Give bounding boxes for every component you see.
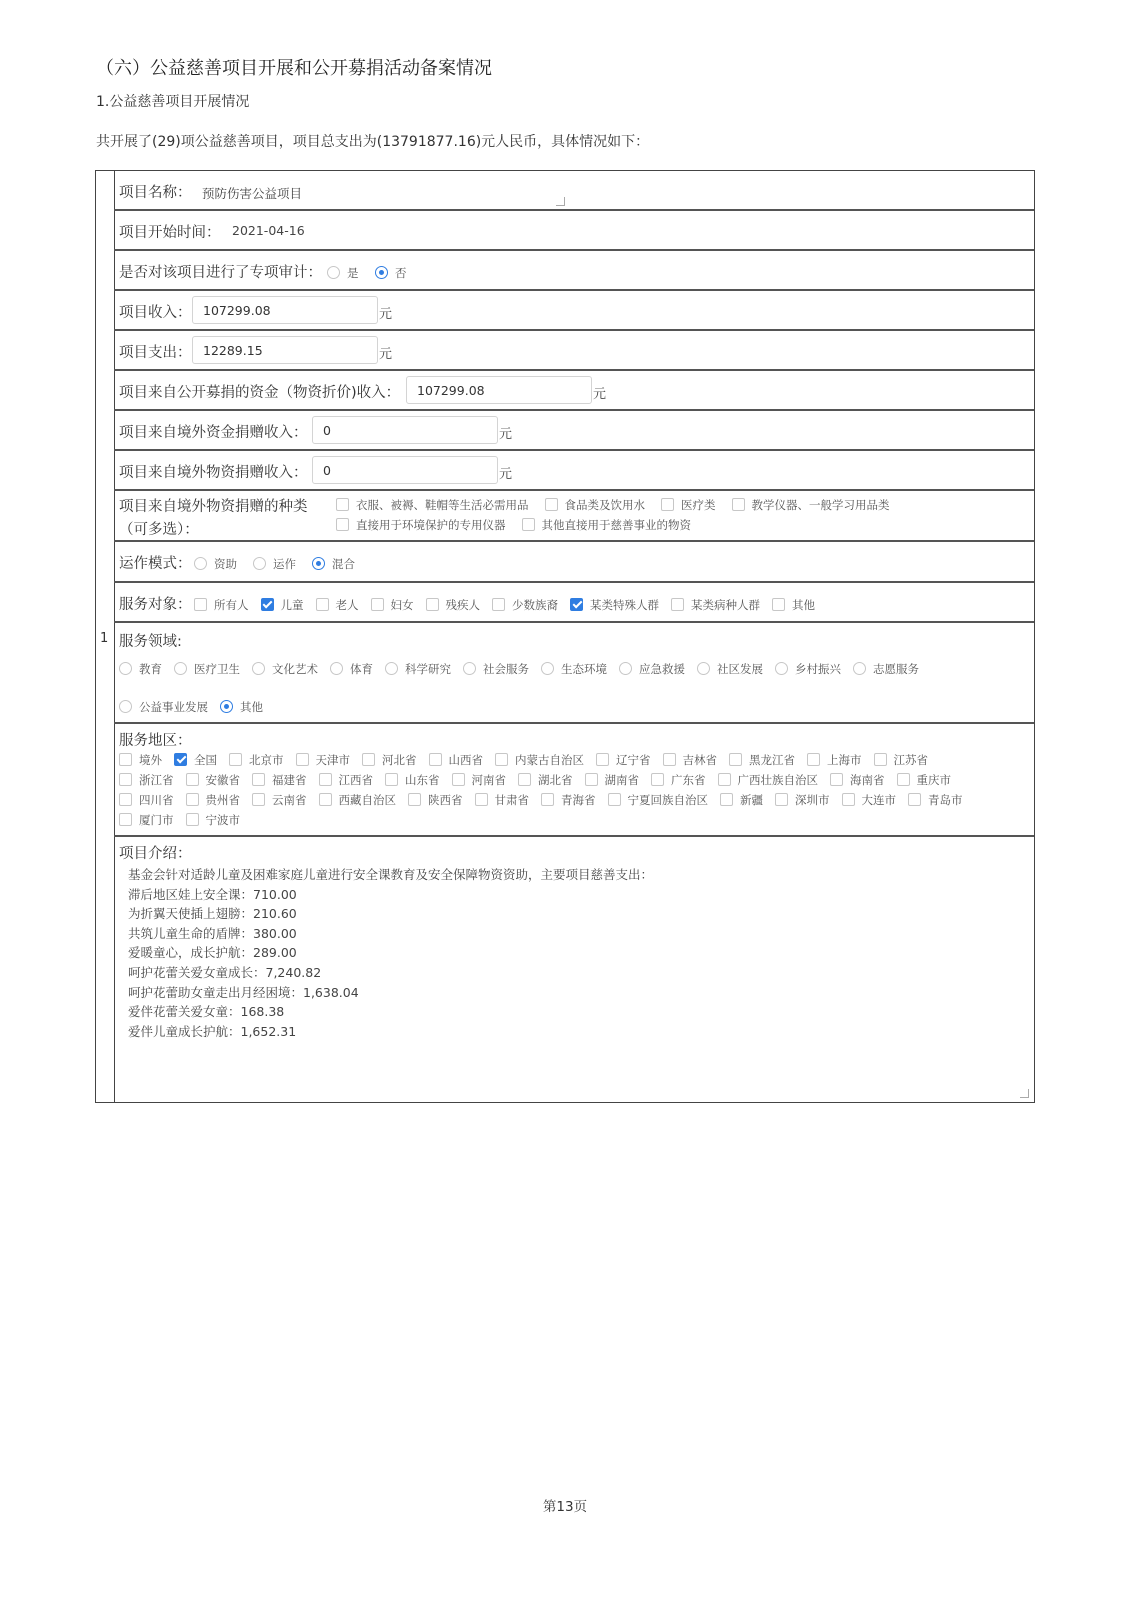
section-title: （六）公益慈善项目开展和公开募捐活动备案情况 — [96, 58, 492, 79]
checkbox-icon — [596, 753, 609, 766]
foreign-goods-label: 项目来自境外物资捐赠收入： — [119, 465, 308, 481]
foreign-fund-label: 项目来自境外资金捐赠收入： — [119, 425, 308, 441]
area-option[interactable]: 北京市 — [229, 752, 284, 768]
subsection-title: 1.公益慈善项目开展情况 — [96, 94, 250, 110]
field-option-volunteer[interactable]: 志愿服务 — [853, 661, 919, 677]
goods-option-daily[interactable]: 衣服、被褥、鞋帽等生活必需用品 — [336, 497, 529, 513]
radio-icon — [174, 662, 187, 675]
audit-label: 是否对该项目进行了专项审计： — [119, 265, 322, 281]
checkbox-icon — [186, 813, 199, 826]
target-option-special[interactable]: 某类特殊人群 — [570, 597, 659, 613]
public-fund-unit: 元 — [593, 387, 607, 402]
resize-handle-icon[interactable] — [556, 197, 565, 206]
area-option[interactable]: 湖北省 — [518, 772, 573, 788]
area-option[interactable]: 重庆市 — [897, 772, 952, 788]
checkbox-icon — [775, 793, 788, 806]
intro-line: 滞后地区娃上安全课：710.00 — [128, 886, 297, 902]
radio-icon — [119, 662, 132, 675]
area-option[interactable]: 天津市 — [296, 752, 351, 768]
area-option[interactable]: 山西省 — [429, 752, 484, 768]
income-unit: 元 — [379, 307, 393, 322]
checkbox-icon — [319, 773, 332, 786]
income-input[interactable]: 107299.08 — [192, 296, 378, 324]
field-option-community[interactable]: 社区发展 — [697, 661, 763, 677]
checkbox-icon — [186, 773, 199, 786]
row-income — [114, 291, 1034, 331]
operation-options — [194, 556, 367, 572]
field-option-emergency[interactable]: 应急救援 — [619, 661, 685, 677]
area-option[interactable]: 湖南省 — [585, 772, 640, 788]
area-option[interactable]: 大连市 — [842, 792, 897, 808]
expense-label: 项目支出： — [119, 345, 192, 361]
target-option-children[interactable]: 儿童 — [261, 597, 304, 613]
checkbox-icon — [718, 773, 731, 786]
row-goods-types — [114, 491, 1034, 542]
row-service-area — [114, 724, 1034, 837]
service-area-line4 — [119, 812, 252, 828]
checkbox-icon — [671, 598, 684, 611]
resize-handle-icon[interactable] — [1020, 1089, 1029, 1098]
service-field-line1 — [119, 661, 931, 677]
service-area-line2 — [119, 772, 963, 788]
checkbox-icon — [541, 793, 554, 806]
radio-icon — [330, 662, 343, 675]
foreign-fund-input[interactable]: 0 — [312, 416, 498, 444]
radio-selected-icon — [375, 266, 388, 279]
radio-icon — [194, 557, 207, 570]
foreign-goods-input[interactable]: 0 — [312, 456, 498, 484]
goods-types-line2 — [336, 517, 703, 533]
checkbox-icon — [807, 753, 820, 766]
target-option-other[interactable]: 其他 — [772, 597, 815, 613]
service-area-line3 — [119, 792, 975, 808]
checkbox-icon — [492, 598, 505, 611]
target-option-all[interactable]: 所有人 — [194, 597, 249, 613]
radio-icon — [252, 662, 265, 675]
area-option[interactable]: 深圳市 — [775, 792, 830, 808]
area-option[interactable]: 青岛市 — [908, 792, 963, 808]
row-start-time — [114, 211, 1034, 251]
checkbox-icon — [585, 773, 598, 786]
radio-icon — [385, 662, 398, 675]
audit-option-yes[interactable]: 是 — [327, 265, 359, 281]
goods-option-medical[interactable]: 医疗类 — [661, 497, 716, 513]
intro-line: 爱伴儿童成长护航：1,652.31 — [128, 1023, 297, 1039]
area-option[interactable]: 内蒙古自治区 — [495, 752, 584, 768]
area-option[interactable]: 广东省 — [651, 772, 706, 788]
checkbox-icon — [608, 793, 621, 806]
area-option[interactable]: 河南省 — [452, 772, 507, 788]
row-foreign-goods — [114, 451, 1034, 491]
operation-label: 运作模式： — [119, 556, 192, 572]
goods-types-line1 — [336, 497, 902, 513]
checkbox-icon — [385, 773, 398, 786]
checkbox-icon — [651, 773, 664, 786]
start-time-label: 项目开始时间： — [119, 225, 221, 241]
operation-option-mixed[interactable]: 混合 — [312, 556, 355, 572]
radio-icon — [253, 557, 266, 570]
area-option[interactable]: 厦门市 — [119, 812, 174, 828]
intro-line: 爱暖童心，成长护航：289.00 — [128, 945, 297, 961]
checkbox-icon — [842, 793, 855, 806]
public-fund-input[interactable]: 107299.08 — [406, 376, 592, 404]
area-option[interactable]: 海南省 — [830, 772, 885, 788]
area-option[interactable]: 山东省 — [385, 772, 440, 788]
area-option[interactable]: 新疆 — [720, 792, 763, 808]
expense-unit: 元 — [379, 347, 393, 362]
checkbox-icon — [874, 753, 887, 766]
radio-icon — [853, 662, 866, 675]
checkbox-icon — [830, 773, 843, 786]
radio-selected-icon — [220, 700, 233, 713]
radio-icon — [541, 662, 554, 675]
area-option[interactable]: 甘肃省 — [475, 792, 530, 808]
checkbox-icon — [518, 773, 531, 786]
area-option[interactable]: 安徽省 — [186, 772, 241, 788]
field-option-science[interactable]: 科学研究 — [385, 661, 451, 677]
radio-icon — [327, 266, 340, 279]
checkbox-icon — [319, 793, 332, 806]
checkbox-icon — [663, 753, 676, 766]
goods-option-teaching[interactable]: 教学仪器、一般学习用品类 — [732, 497, 890, 513]
row-service-field — [114, 623, 1034, 724]
intro-label: 项目介绍： — [119, 846, 192, 862]
row-service-target — [114, 583, 1034, 623]
area-option[interactable]: 四川省 — [119, 792, 174, 808]
checkbox-icon — [194, 598, 207, 611]
target-option-minority[interactable]: 少数族裔 — [492, 597, 558, 613]
checkbox-icon — [296, 753, 309, 766]
goods-types-label: 项目来自境外物资捐赠的种类 — [119, 499, 308, 515]
target-option-elderly[interactable]: 老人 — [316, 597, 359, 613]
field-option-public-welfare[interactable]: 公益事业发展 — [119, 699, 208, 715]
field-option-culture[interactable]: 文化艺术 — [252, 661, 318, 677]
row-public-fund — [114, 371, 1034, 411]
index-column — [96, 171, 115, 1102]
row-expense — [114, 331, 1034, 371]
radio-icon — [463, 662, 476, 675]
project-table — [95, 170, 1035, 1103]
checkbox-checked-icon — [261, 598, 274, 611]
public-fund-label: 项目来自公开募捐的资金（物资折价)收入： — [119, 385, 401, 401]
area-option[interactable]: 陕西省 — [408, 792, 463, 808]
checkbox-icon — [522, 518, 535, 531]
checkbox-icon — [119, 813, 132, 826]
checkbox-icon — [495, 753, 508, 766]
area-option[interactable]: 广西壮族自治区 — [718, 772, 819, 788]
checkbox-icon — [475, 793, 488, 806]
start-time-value: 2021-04-16 — [232, 223, 305, 238]
target-option-women[interactable]: 妇女 — [371, 597, 414, 613]
project-name-label: 项目名称： — [119, 185, 192, 201]
checkbox-icon — [336, 518, 349, 531]
service-field-label: 服务领域: — [119, 634, 182, 650]
area-option[interactable]: 江苏省 — [874, 752, 929, 768]
service-area-line1 — [119, 752, 940, 768]
row-foreign-fund — [114, 411, 1034, 451]
area-option[interactable]: 江西省 — [319, 772, 374, 788]
field-option-rural[interactable]: 乡村振兴 — [775, 661, 841, 677]
area-option[interactable]: 河北省 — [362, 752, 417, 768]
checkbox-icon — [729, 753, 742, 766]
row-project-name — [114, 171, 1034, 211]
checkbox-icon — [252, 793, 265, 806]
checkbox-checked-icon — [570, 598, 583, 611]
area-option[interactable]: 宁波市 — [186, 812, 241, 828]
checkbox-icon — [336, 498, 349, 511]
field-option-sports[interactable]: 体育 — [330, 661, 373, 677]
service-field-line2 — [119, 699, 275, 715]
field-option-health[interactable]: 医疗卫生 — [174, 661, 240, 677]
row-operation — [114, 542, 1034, 583]
checkbox-icon — [897, 773, 910, 786]
goods-option-environment[interactable]: 直接用于环境保护的专用仪器 — [336, 517, 506, 533]
field-option-education[interactable]: 教育 — [119, 661, 162, 677]
service-area-label: 服务地区： — [119, 733, 192, 749]
checkbox-icon — [908, 793, 921, 806]
area-option[interactable]: 西藏自治区 — [319, 792, 397, 808]
checkbox-icon — [408, 793, 421, 806]
area-option[interactable]: 宁夏回族自治区 — [608, 792, 709, 808]
area-option[interactable]: 境外 — [119, 752, 162, 768]
audit-option-no[interactable]: 否 — [375, 265, 407, 281]
checkbox-icon — [119, 793, 132, 806]
radio-icon — [697, 662, 710, 675]
income-label: 项目收入： — [119, 305, 192, 321]
checkbox-icon — [429, 753, 442, 766]
checkbox-icon — [252, 773, 265, 786]
checkbox-icon — [316, 598, 329, 611]
area-option[interactable]: 上海市 — [807, 752, 862, 768]
field-option-ecology[interactable]: 生态环境 — [541, 661, 607, 677]
radio-selected-icon — [312, 557, 325, 570]
area-option[interactable]: 吉林省 — [663, 752, 718, 768]
area-option[interactable]: 云南省 — [252, 792, 307, 808]
operation-option-run[interactable]: 运作 — [253, 556, 296, 572]
intro-line: 为折翼天使插上翅膀：210.60 — [128, 906, 297, 922]
checkbox-icon — [362, 753, 375, 766]
goods-types-label-2: （可多选）： — [119, 522, 199, 538]
page-number: 第13页 — [542, 1499, 588, 1515]
area-option[interactable]: 黑龙江省 — [729, 752, 795, 768]
area-option[interactable]: 浙江省 — [119, 772, 174, 788]
checkbox-checked-icon — [174, 753, 187, 766]
service-target-options — [194, 597, 827, 613]
checkbox-icon — [720, 793, 733, 806]
row-intro — [114, 837, 1034, 1102]
checkbox-icon — [732, 498, 745, 511]
foreign-goods-unit: 元 — [499, 467, 513, 482]
area-option[interactable]: 辽宁省 — [596, 752, 651, 768]
target-option-disease[interactable]: 某类病种人群 — [671, 597, 760, 613]
checkbox-icon — [371, 598, 384, 611]
field-option-other[interactable]: 其他 — [220, 699, 263, 715]
checkbox-icon — [119, 773, 132, 786]
radio-icon — [619, 662, 632, 675]
row-audit — [114, 251, 1034, 291]
checkbox-icon — [545, 498, 558, 511]
checkbox-icon — [229, 753, 242, 766]
radio-icon — [119, 700, 132, 713]
target-option-disabled[interactable]: 残疾人 — [426, 597, 481, 613]
checkbox-icon — [426, 598, 439, 611]
checkbox-icon — [772, 598, 785, 611]
checkbox-icon — [452, 773, 465, 786]
expense-input[interactable]: 12289.15 — [192, 336, 378, 364]
intro-line: 共筑儿童生命的盾牌：380.00 — [128, 925, 297, 941]
checkbox-icon — [119, 753, 132, 766]
project-name-value[interactable]: 预防伤害公益项目 — [202, 186, 303, 201]
goods-option-other[interactable]: 其他直接用于慈善事业的物资 — [522, 517, 692, 533]
intro-line: 呵护花蕾关爱女童成长：7,240.82 — [128, 964, 322, 980]
area-option[interactable]: 福建省 — [252, 772, 307, 788]
intro-line: 基金会针对适龄儿童及困难家庭儿童进行安全课教育及安全保障物资资助，主要项目慈善支出： — [128, 867, 654, 882]
intro-textarea[interactable] — [128, 865, 653, 1041]
checkbox-icon — [661, 498, 674, 511]
checkbox-icon — [186, 793, 199, 806]
area-option[interactable]: 全国 — [174, 752, 217, 768]
summary-text: 共开展了(29)项公益慈善项目，项目总支出为(13791877.16)元人民币，具体情况如下： — [96, 134, 650, 150]
radio-icon — [775, 662, 788, 675]
area-option[interactable]: 青海省 — [541, 792, 596, 808]
operation-option-fund[interactable]: 资助 — [194, 556, 237, 572]
goods-option-food[interactable]: 食品类及饮用水 — [545, 497, 646, 513]
area-option[interactable]: 贵州省 — [186, 792, 241, 808]
intro-line: 呵护花蕾助女童走出月经困境：1,638.04 — [128, 984, 359, 1000]
foreign-fund-unit: 元 — [499, 427, 513, 442]
field-option-social[interactable]: 社会服务 — [463, 661, 529, 677]
row-index: 1 — [100, 631, 109, 646]
service-target-label: 服务对象： — [119, 597, 192, 613]
intro-line: 爱伴花蕾关爱女童：168.38 — [128, 1004, 285, 1020]
